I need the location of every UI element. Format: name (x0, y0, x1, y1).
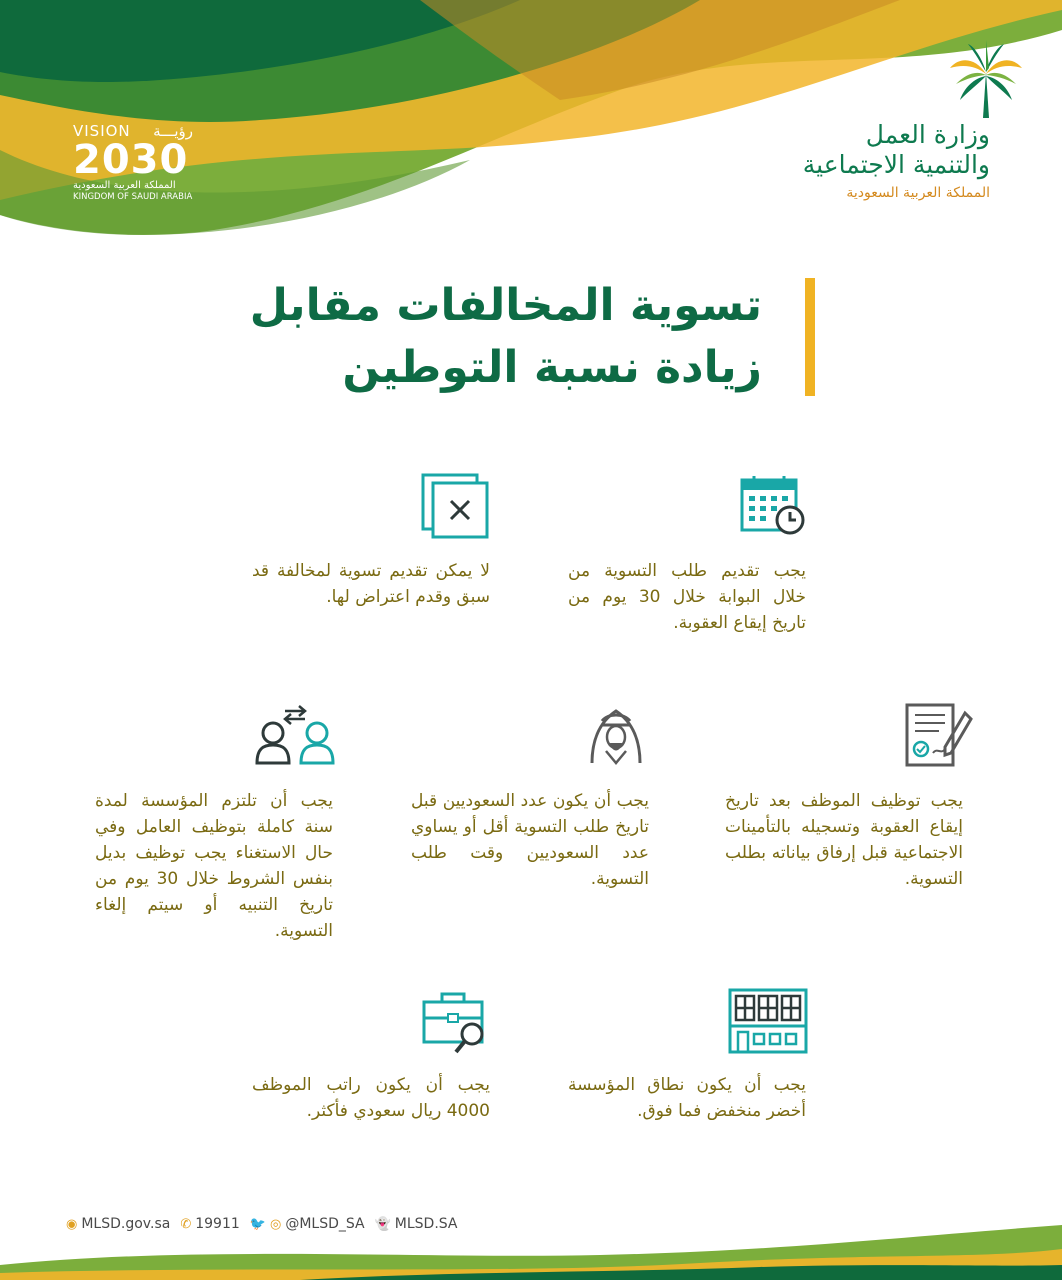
ministry-logo (946, 38, 1026, 120)
employee-exchange-icon (255, 703, 337, 765)
footer-website-text: MLSD.gov.sa (81, 1216, 171, 1232)
vision-word: VISION (73, 122, 131, 140)
page-title (202, 275, 762, 399)
vision-kingdom-english: KINGDOM OF SAUDI ARABIA (73, 192, 193, 202)
globe-icon: ◉ (66, 1216, 78, 1232)
footer-snapchat[interactable] (375, 1216, 458, 1232)
item-text-3: يجب توظيف الموظف بعد تاريخ إيقاع العقوبة وتسجيله بالتأمينات الاجتماعية قبل إرفاق بياناته بطلب التسوية. (725, 791, 963, 889)
ministry-country: المملكة العربية السعودية (846, 185, 990, 201)
page-title-line2: زيادة نسبة التوطين (342, 342, 762, 393)
footer-contacts (66, 1216, 458, 1232)
footer-snapchat-text: MLSD.SA (394, 1216, 458, 1232)
item-text-1: يجب تقديم طلب التسوية من خلال البوابة خلال 30 يوم من تاريخ إيقاع العقوبة. (568, 561, 806, 633)
vision-arabic-word: رؤيـــة (153, 122, 193, 140)
footer-phone[interactable] (180, 1216, 239, 1232)
item-text-4: يجب أن يكون عدد السعوديين قبل تاريخ طلب التسوية أقل أو يساوي عدد السعوديين وقت طلب التسوية. (411, 791, 649, 889)
ministry-name-line2: والتنمية الاجتماعية (802, 150, 990, 179)
item-text-2: لا يمكن تقديم تسوية لمخالفة قد سبق وقدم اعتراض لها. (252, 561, 490, 607)
briefcase-search-icon (422, 990, 492, 1056)
footer-social[interactable] (250, 1216, 365, 1232)
item-text-7: يجب أن يكون راتب الموظف 4000 ريال سعودي فأكثر. (252, 1075, 490, 1121)
item-text-5: يجب أن تلتزم المؤسسة لمدة سنة كاملة بتوظيف العامل وفي حال الاستغناء يجب توظيف بديل بنفس الشروط خلال 30 يوم من تاريخ التنبيه أو سيتم إلغاء التسوية. (95, 791, 333, 941)
title-accent-bar (805, 278, 815, 396)
instagram-icon: ◎ (269, 1216, 282, 1232)
phone-icon: ✆ (180, 1216, 192, 1232)
footer-phone-text: 19911 (195, 1216, 240, 1232)
vision-kingdom-arabic: المملكة العربية السعودية (73, 180, 176, 191)
palm-tree-icon (946, 38, 1026, 120)
calendar-clock-icon (740, 474, 806, 536)
ministry-name (730, 120, 990, 204)
vision-year: 2030 (73, 137, 189, 183)
vision-2030-logo (73, 122, 213, 203)
twitter-icon: 🐦 (249, 1216, 266, 1232)
building-icon (728, 988, 808, 1054)
snapchat-icon: 👻 (374, 1216, 391, 1232)
ministry-name-line1: وزارة العمل (865, 120, 990, 149)
item-text-6: يجب أن يكون نطاق المؤسسة أخضر منخفض فما فوق. (568, 1075, 806, 1121)
footer-twitter-text: @MLSD_SA (285, 1216, 365, 1232)
signed-document-icon (905, 703, 973, 769)
saudi-person-icon (582, 703, 650, 765)
footer-website[interactable] (66, 1216, 170, 1232)
page-title-line1: تسوية المخالفات مقابل (249, 280, 762, 331)
cancel-document-icon (421, 473, 491, 539)
